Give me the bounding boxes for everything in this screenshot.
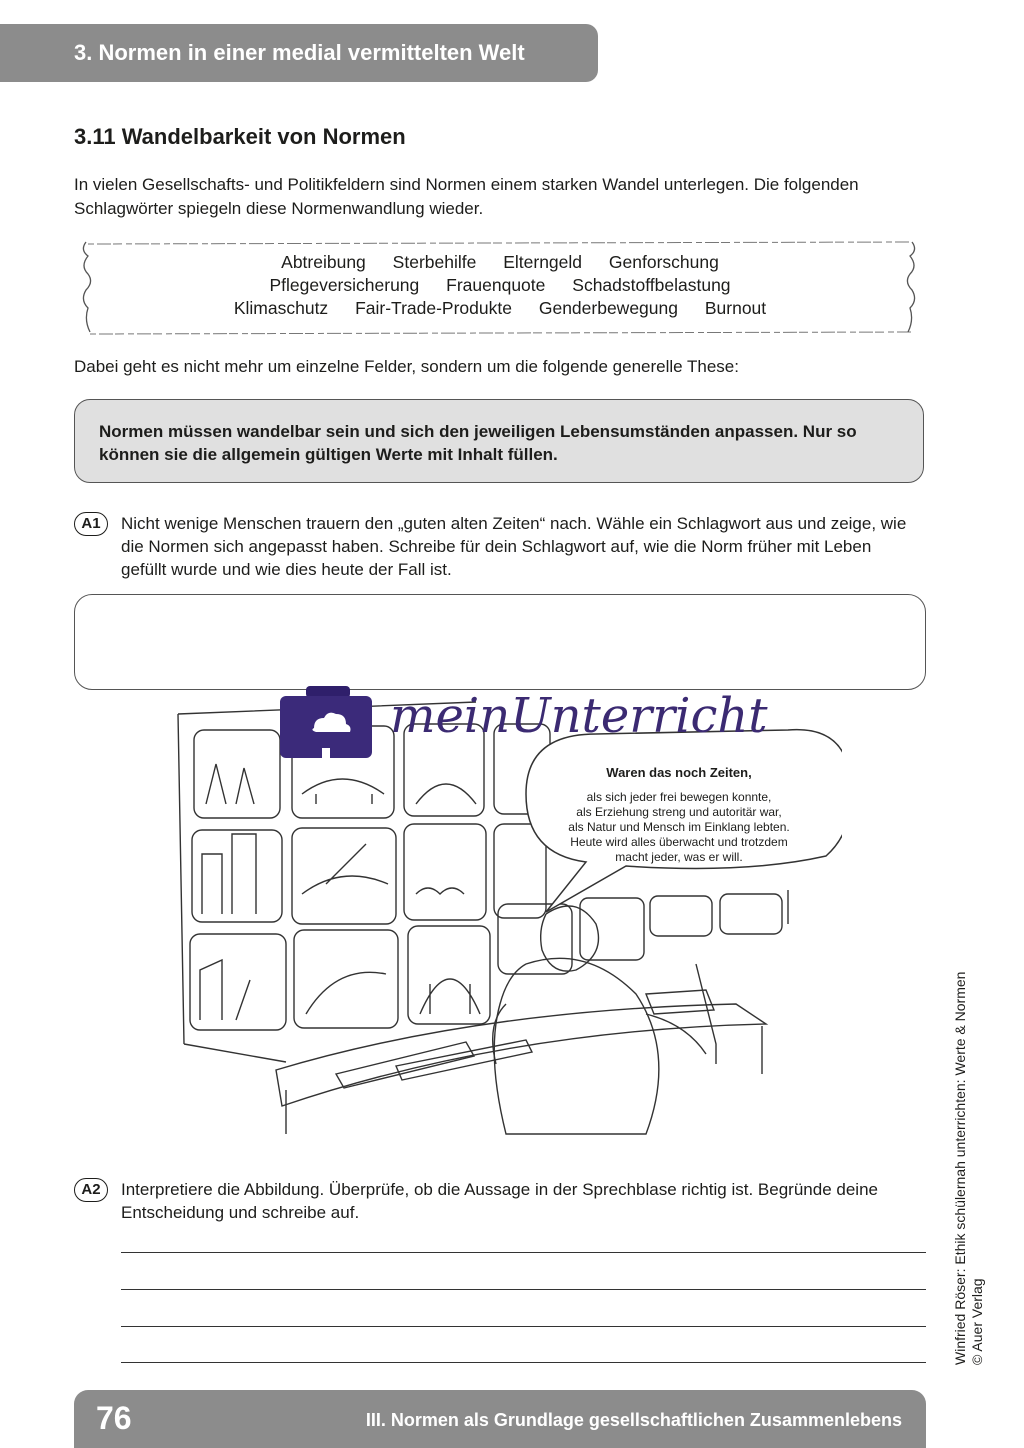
speech-bubble-line: als sich jeder frei bewegen konnte, bbox=[586, 790, 772, 804]
keyword: Fair-Trade-Produkte bbox=[355, 298, 512, 318]
answer-line[interactable] bbox=[121, 1326, 926, 1327]
intro-paragraph: In vielen Gesellschafts- und Politikfeldern sind Normen einem starken Wandel unterlegen. Die folgenden Schlagwörter spiegeln diese Normenwandlung wieder. bbox=[74, 175, 859, 218]
watermark bbox=[278, 686, 768, 766]
footer-bar bbox=[74, 1390, 926, 1448]
watermark-text: meinUnterricht bbox=[390, 688, 768, 744]
thesis-intro: Dabei geht es nicht mehr um einzelne Felder, sondern um die folgende generelle These: bbox=[74, 357, 739, 376]
thesis-text: Normen müssen wandelbar sein und sich den jeweiligen Lebensumständen anpassen. Nur so können sie die allgemein gültigen Werte mit Inhalt füllen. bbox=[99, 422, 857, 464]
keyword: Genforschung bbox=[608, 252, 719, 272]
section-title: 3.11 Wandelbarkeit von Normen bbox=[74, 124, 406, 149]
speech-bubble-title: Waren das noch Zeiten, bbox=[606, 765, 752, 780]
answer-line[interactable] bbox=[121, 1252, 926, 1253]
credit-publisher: © Auer Verlag bbox=[969, 1278, 985, 1365]
speech-bubble-line: als Erziehung streng und autoritär war, bbox=[576, 805, 782, 819]
speech-bubble-line: als Natur und Mensch im Einklang lebten. bbox=[568, 820, 790, 834]
briefcase-cloud-icon bbox=[278, 686, 378, 762]
task-a2-badge: A2 bbox=[74, 1178, 108, 1202]
keyword: Pflegeversicherung bbox=[269, 275, 420, 295]
credit-author: Winfried Röser: Ethik schülernah unterrichten: Werte & Normen bbox=[952, 971, 968, 1365]
page-number: 76 bbox=[96, 1400, 132, 1436]
chapter-title: 3. Normen in einer medial vermittelten Welt bbox=[74, 40, 525, 65]
keyword: Sterbehilfe bbox=[392, 252, 477, 272]
keyword: Klimaschutz bbox=[233, 298, 329, 318]
keyword-box bbox=[80, 238, 920, 338]
keyword: Genderbewegung bbox=[538, 298, 678, 318]
keyword-row-1 bbox=[80, 252, 920, 273]
answer-line[interactable] bbox=[121, 1362, 926, 1363]
speech-bubble-line: macht jeder, was er will. bbox=[615, 850, 743, 864]
task-a1-text: Nicht wenige Menschen trauern den „guten alten Zeiten“ nach. Wähle ein Schlagwort aus und zeige, wie die Normen sich angepasst haben. Schreibe für dein Schlagwort auf, wie die Norm früher mit Leben gefüllt wurde und wie dies heute der Fall ist. bbox=[121, 514, 907, 579]
keyword: Schadstoffbelastung bbox=[572, 275, 731, 295]
task-a2-text: Interpretiere die Abbildung. Überprüfe, ob die Aussage in der Sprechblase richtig ist. Begründe deine Entscheidung und schreibe auf. bbox=[121, 1180, 878, 1222]
task-a1-badge: A1 bbox=[74, 512, 108, 536]
footer-title: III. Normen als Grundlage gesellschaftlichen Zusammenlebens bbox=[365, 1410, 902, 1430]
thesis-box bbox=[74, 399, 924, 483]
keyword: Burnout bbox=[704, 298, 767, 318]
keyword: Abtreibung bbox=[281, 252, 366, 272]
keyword: Frauenquote bbox=[446, 275, 546, 295]
speech-bubble-text bbox=[534, 765, 824, 865]
keyword-row-3 bbox=[80, 298, 920, 319]
keyword-row-2 bbox=[80, 275, 920, 296]
keyword: Elterngeld bbox=[503, 252, 583, 272]
speech-bubble-line: Heute wird alles überwacht und trotzdem bbox=[570, 835, 788, 849]
task-a1-answer-box[interactable] bbox=[74, 594, 926, 690]
answer-line[interactable] bbox=[121, 1289, 926, 1290]
side-credit bbox=[952, 945, 986, 1365]
